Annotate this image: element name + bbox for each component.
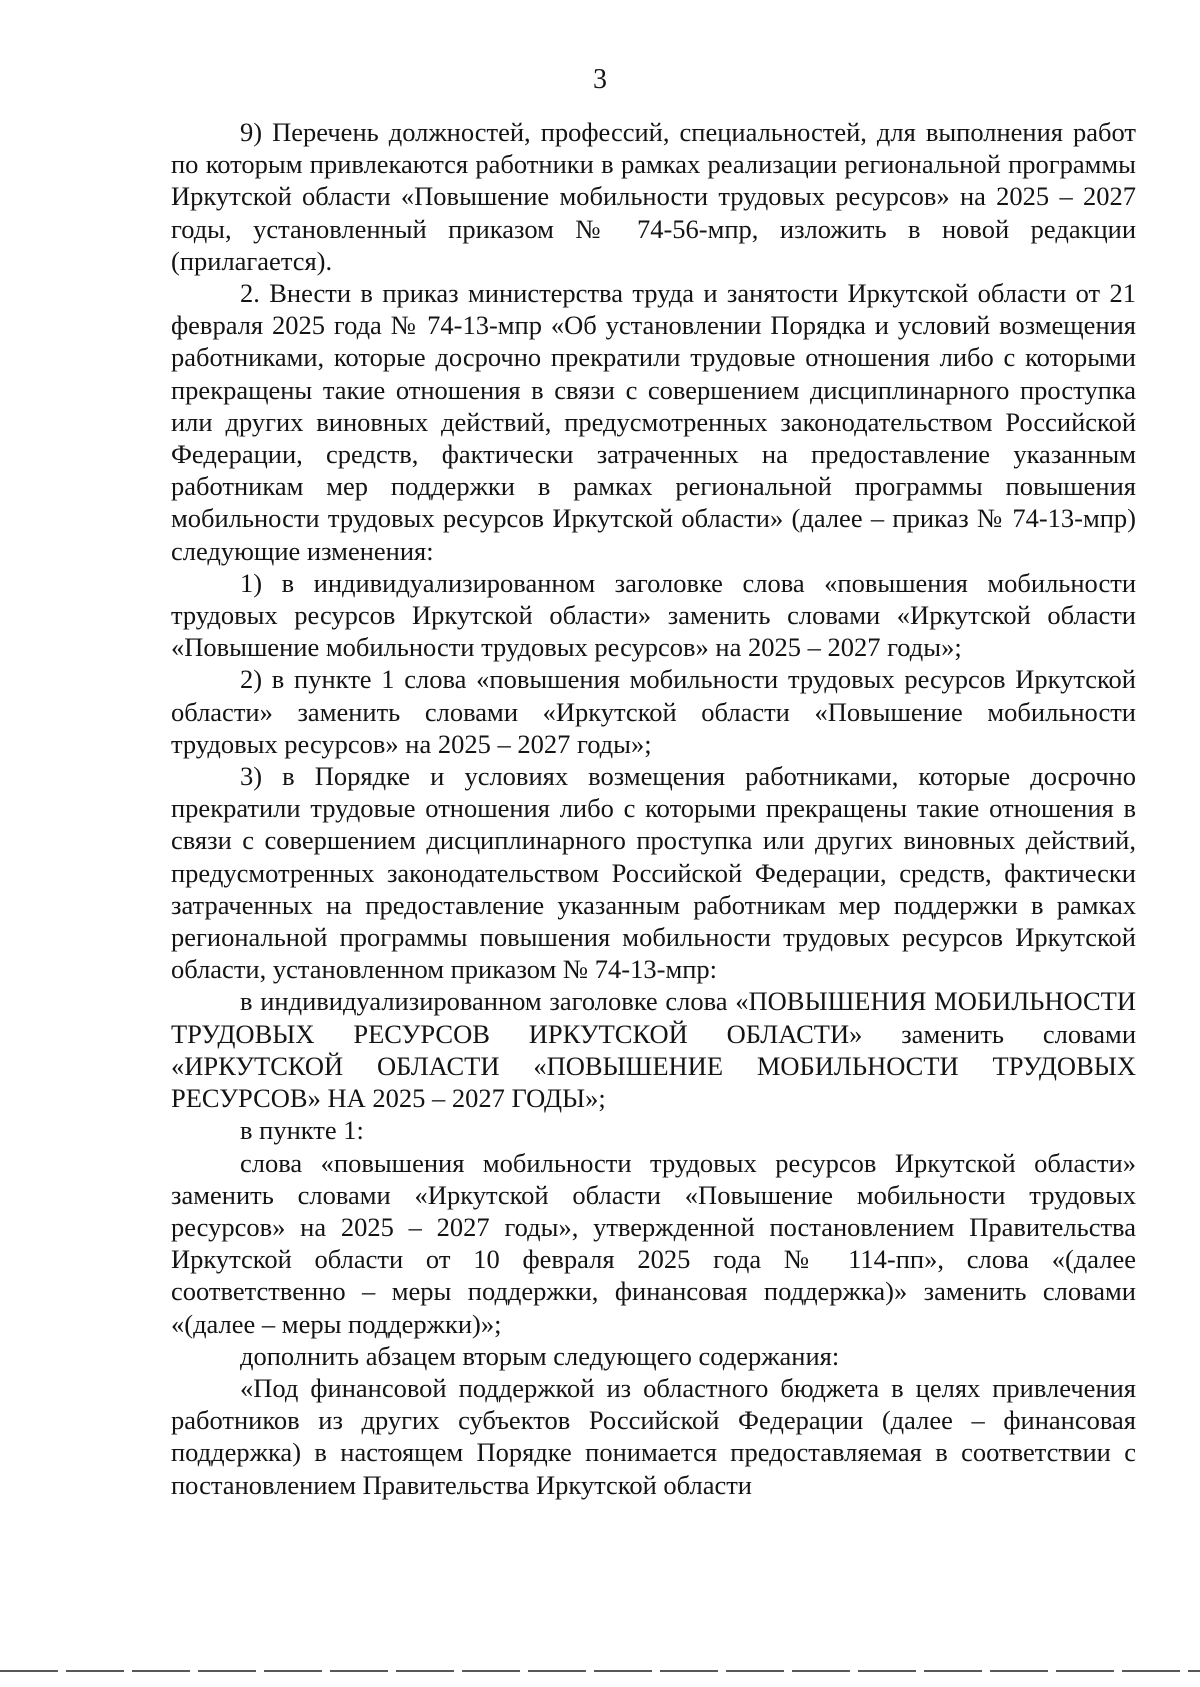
paragraph-words-replace: слова «повышения мобильности трудовых ресурсов Иркутской области» заменить словами «Иркутской области «Повышение мобильности трудовых ресурсов» на 2025 – 2027 годы», утвержденной постановлением Правительства Иркутской области от 10 февраля 2025 года № 114-пп», слова «(далее соответственно – меры поддержки, финансовая поддержка)» заменить словами «(далее – меры поддержки)»; <box>171 1147 1136 1339</box>
page-bottom-line <box>0 1670 1200 1672</box>
paragraph-subitem-1: 1) в индивидуализированном заголовке слова «повышения мобильности трудовых ресурсов Иркутской области» заменить словами «Иркутской области «Повышение мобильности трудовых ресурсов» на 2025 – 2027 годы»; <box>171 567 1136 663</box>
paragraph-financial-support: «Под финансовой поддержкой из областного бюджета в целях привлечения работников из других субъектов Российской Федерации (далее – финансовая поддержка) в настоящем Порядке понимается предоставляемая в соответствии с постановлением Правительства Иркутской области <box>171 1372 1136 1500</box>
paragraph-subitem-3: 3) в Порядке и условиях возмещения работниками, которые досрочно прекратили трудовые отношения либо с которыми прекращены такие отношения в связи с совершением дисциплинарного проступка или других виновных действий, предусмотренных законодательством Российской Федерации, средств, фактически затраченных на предоставление указанным работникам мер поддержки в рамках региональной программы повышения мобильности трудовых ресурсов Иркутской области, установленном приказом № 74-13-мпр: <box>171 761 1136 985</box>
paragraph-section-2: 2. Внести в приказ министерства труда и занятости Иркутской области от 21 февраля 2025 года № 74-13-мпр «Об установлении Порядка и условий возмещения работниками, которые досрочно прекратили трудовые отношения либо с которыми прекращены такие отношения в связи с совершением дисциплинарного проступка или других виновных действий, предусмотренных законодательством Российской Федерации, средств, фактически затраченных на предоставление указанным работникам мер поддержки в рамках региональной программы повышения мобильности трудовых ресурсов Иркутской области» (далее – приказ № 74-13-мпр) следующие изменения: <box>171 278 1136 566</box>
paragraph-subitem-2: 2) в пункте 1 слова «повышения мобильности трудовых ресурсов Иркутской области» заменить словами «Иркутской области «Повышение мобильности трудовых ресурсов» на 2025 – 2027 годы»; <box>171 664 1136 759</box>
page-number: 3 <box>593 64 607 95</box>
paragraph-add-second: дополнить абзацем вторым следующего содержания: <box>240 1340 840 1371</box>
document-body <box>171 116 1136 1501</box>
paragraph-heading-change: в индивидуализированном заголовке слова «ПОВЫШЕНИЯ МОБИЛЬНОСТИ ТРУДОВЫХ РЕСУРСОВ ИРКУТСКОЙ ОБЛАСТИ» заменить словами «ИРКУТСКОЙ ОБЛАСТИ «ПОВЫШЕНИЕ МОБИЛЬНОСТИ ТРУДОВЫХ РЕСУРСОВ» НА 2025 – 2027 ГОДЫ»; <box>171 986 1136 1114</box>
paragraph-item-9: 9) Перечень должностей, профессий, специальностей, для выполнения работ по которым привлекаются работники в рамках реализации региональной программы Иркутской области «Повышение мобильности трудовых ресурсов» на 2025 – 2027 годы, установленный приказом № 74-56-мпр, изложить в новой редакции (прилагается). <box>171 117 1136 276</box>
paragraph-point-1: в пункте 1: <box>240 1115 364 1146</box>
